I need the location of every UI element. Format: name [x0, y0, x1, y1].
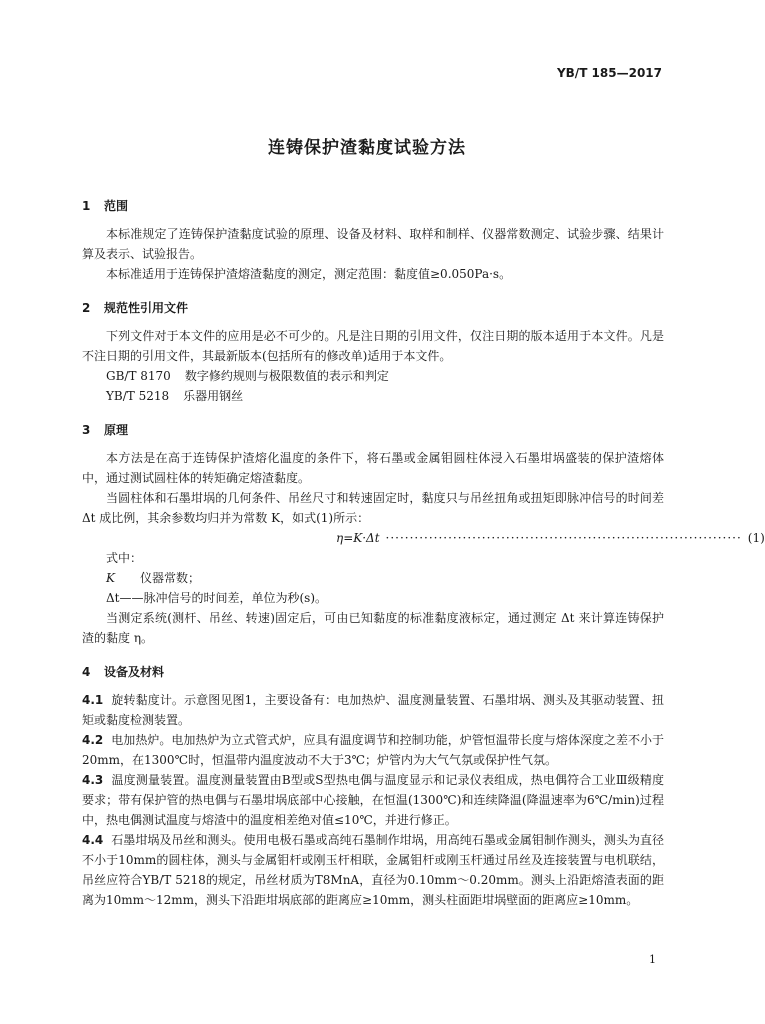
- clause-number: 4.3: [82, 773, 104, 787]
- section-number: 3: [82, 423, 91, 437]
- variable-definition: [82, 588, 664, 608]
- clause-text: 电加热炉。电加热炉为立式管式炉，应具有温度调节和控制功能，炉管恒温带长度与熔体深度之差不小于20mm，在1300℃时，恒温带内温度波动不大于3℃；炉管内为大气气氛或保护性气氛。: [82, 733, 664, 767]
- paragraph: 当测定系统(测杆、吊丝、转速)固定后，可由已知黏度的标准黏度液标定，通过测定 Δt 来计算连铸保护渣的黏度 η。: [82, 611, 664, 645]
- formula-expression: η=K·Δt: [336, 531, 380, 545]
- section-number: 2: [82, 301, 91, 315]
- section-title: 范围: [104, 199, 129, 213]
- clause-item: [82, 770, 664, 830]
- section-heading-2: [82, 298, 664, 318]
- variable-symbol: K: [106, 571, 115, 585]
- clause-number: 4.1: [82, 693, 104, 707]
- formula-leader: ··········································································: [385, 531, 742, 545]
- paragraph: 下列文件对于本文件的应用是必不可少的。凡是注日期的引用文件，仅注日期的版本适用于本文件。凡是不注日期的引用文件，其最新版本(包括所有的修改单)适用于本文件。: [82, 329, 664, 363]
- clause-number: 4.2: [82, 733, 104, 747]
- clause-item: [82, 690, 664, 730]
- page-number: 1: [649, 953, 656, 966]
- formula: [82, 528, 765, 548]
- formula-number: (1): [747, 531, 765, 545]
- standard-number: YB/T 185—2017: [556, 66, 662, 80]
- section-heading-3: [82, 420, 664, 440]
- reference-code: GB/T 8170: [106, 369, 171, 383]
- variable-description: 仪器常数；: [140, 571, 201, 585]
- paragraph: 本方法是在高于连铸保护渣熔化温度的条件下，将石墨或金属钼圆柱体浸入石墨坩埚盛装的保护渣熔体中，通过测试圆柱体的转矩确定熔渣黏度。: [82, 451, 664, 485]
- paragraph: 本标准适用于连铸保护渣熔渣黏度的测定，测定范围：黏度值≥0.050Pa·s。: [106, 267, 512, 281]
- section-title: 原理: [104, 423, 129, 437]
- clause-item: [82, 830, 664, 910]
- clause-text: 温度测量装置。温度测量装置由B型或S型热电偶与温度显示和记录仪表组成，热电偶符合工业Ⅲ级精度要求；带有保护管的热电偶与石墨坩埚底部中心接触，在恒温(1300℃)和连续降温(降温速率为6℃/min)过程中，热电偶测试温度与熔渣中的温度相差绝对值≤10℃，并进行修正。: [82, 773, 664, 827]
- variable-description: Δt——脉冲信号的时间差，单位为秒(s)。: [106, 591, 328, 605]
- clause-text: 旋转黏度计。示意图见图1，主要设备有：电加热炉、温度测量装置、石墨坩埚、测头及其驱动装置、扭矩或黏度检测装置。: [82, 693, 664, 727]
- reference-item: [82, 386, 664, 406]
- page-title: 连铸保护渣黏度试验方法: [268, 138, 466, 158]
- section-number: 4: [82, 665, 91, 679]
- clause-item: [82, 730, 664, 770]
- reference-title: 数字修约规则与极限数值的表示和判定: [184, 369, 389, 383]
- section-number: 1: [82, 199, 91, 213]
- section-heading-4: [82, 662, 664, 682]
- section-heading-1: [82, 196, 664, 216]
- variable-definition: [82, 568, 664, 588]
- reference-item: [82, 366, 664, 386]
- paragraph: 当圆柱体和石墨坩埚的几何条件、吊丝尺寸和转速固定时，黏度只与吊丝扭角或扭矩即脉冲信号的时间差 Δt 成比例，其余参数均归并为常数 K，如式(1)所示：: [82, 491, 664, 525]
- document-body: [82, 196, 765, 910]
- section-title: 规范性引用文件: [104, 301, 189, 315]
- section-title: 设备及材料: [104, 665, 165, 679]
- clause-number: 4.4: [82, 833, 104, 847]
- paragraph: 本标准规定了连铸保护渣黏度试验的原理、设备及材料、取样和制样、仪器常数测定、试验步骤、结果计算及表示、试验报告。: [82, 227, 664, 261]
- where-label: 式中：: [106, 551, 143, 565]
- clause-text: 石墨坩埚及吊丝和测头。使用电极石墨或高纯石墨制作坩埚，用高纯石墨或金属钼制作测头，测头为直径不小于10mm的圆柱体，测头与金属钼杆或刚玉杆相联，金属钼杆或刚玉杆通过吊丝及连接装置与电机联结，吊丝应符合YB/T 5218的规定，吊丝材质为T8MnA，直径为0.10mm～0.20mm。测头上沿距熔渣表面的距离为10mm～12mm，测头下沿距坩埚底部的距离应≥10mm，测头柱面距坩埚壁面的距离应≥10mm。: [82, 833, 664, 907]
- reference-title: 乐器用钢丝: [183, 389, 244, 403]
- reference-code: YB/T 5218: [106, 389, 170, 403]
